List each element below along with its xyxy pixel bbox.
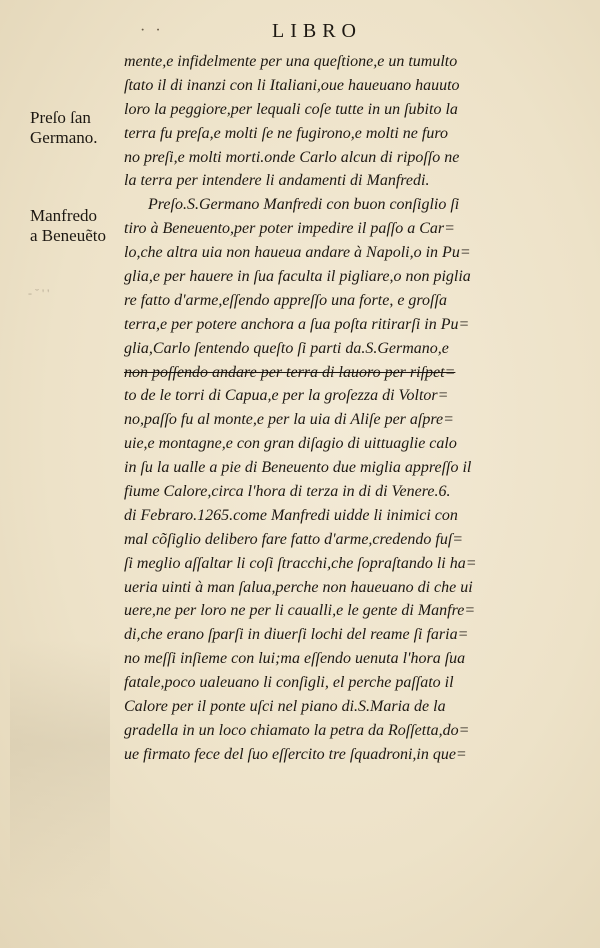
text-line: loro la peggiore,per lequali coſe tutte in un ſubito la <box>124 100 458 118</box>
text-line: uie,e montagne,e con gran diſagio di uittuaglie calo <box>124 435 457 453</box>
show-through-mark: - ˘ ' ' <box>28 286 50 300</box>
text-line: to de le torri di Capua,e per la groſezza di Voltor= <box>124 387 449 405</box>
text-line: in ſu la ualle a pie di Beneuento due miglia appreſſo il <box>124 459 472 477</box>
marginal-note-line: Germano. <box>30 128 98 147</box>
text-line: di,che erano ſparſi in diuerſi lochi del reame ſi faria= <box>124 626 469 644</box>
text-line: terra,e per potere anchora a ſua poſta ritirarſi in Pu= <box>124 315 470 333</box>
text-line: fiume Calore,circa l'hora di terza in di di Venere.6. <box>124 483 451 501</box>
text-line: tiro à Beneuento,per poter impedire il paſſo a Car= <box>124 220 455 238</box>
marginal-note-line: a Beneuẽto <box>30 226 106 245</box>
page-header <box>0 16 600 46</box>
text-line: mal cõſiglio delibero fare fatto d'arme,credendo fuſ= <box>124 530 464 548</box>
show-through-shadow <box>10 640 110 900</box>
text-line: ſi meglio aſſaltar li coſi ſtracchi,che ſopraſtando li ha= <box>124 554 477 572</box>
text-line: re fatto d'arme,eſſendo appreſſo una forte, e groſſa <box>124 291 447 309</box>
text-line: Calore per il ponte uſci nel piano di.S.Maria de la <box>124 698 446 716</box>
folio-mark: · · <box>140 22 164 39</box>
text-line: di Febraro.1265.come Manfredi uidde li inimici con <box>124 506 458 524</box>
text-line: no meſſi inſieme con lui;ma eſſendo uenuta l'hora ſua <box>124 650 466 668</box>
text-line: Preſo.S.Germano Manfredi con buon conſiglio ſi <box>148 196 460 214</box>
text-line: mente,e infidelmente per una queſtione,e un tumulto <box>124 53 458 70</box>
marginal-note-line: Preſo ſan <box>30 108 91 127</box>
text-line: glia,e per hauere in ſua faculta il pigliare,o non piglia <box>124 268 471 286</box>
text-line: glia,Carlo ſentendo queſto ſi parti da.S.Germano,e <box>124 339 449 357</box>
text-line: terra fu preſa,e molti ſe ne fugirono,e molti ne furo <box>124 124 448 142</box>
text-line: ſtato il di inanzi con li Italiani,oue haueuano hauuto <box>124 76 460 94</box>
text-line: no,paſſo fu al monte,e per la uia di Aliſe per aſpre= <box>124 411 454 429</box>
marginal-note-2 <box>30 206 120 246</box>
marginal-note-line: Manfredo <box>30 206 98 225</box>
body-text <box>124 50 574 767</box>
running-head: LIBRO <box>272 20 362 42</box>
text-line: no preſi,e molti morti.onde Carlo alcun di ripoſſo ne <box>124 148 460 166</box>
text-line: non poſſendo andare per terra di lauoro per riſpet= <box>124 363 456 381</box>
marginal-note-1 <box>30 108 120 148</box>
text-line: uere,ne per loro ne per li caualli,e le gente di Manfre= <box>124 602 476 620</box>
text-line: gradella in un loco chiamato la petra da Roſſetta,do= <box>124 721 470 739</box>
text-line: la terra per intendere li andamenti di Manfredi. <box>124 172 430 190</box>
text-line: lo,che altra uia non haueua andare à Napoli,o in Pu= <box>124 244 471 262</box>
text-line: ueria uinti à man ſalua,perche non haueuano di che ui <box>124 578 473 596</box>
text-line: fatale,poco ualeuano li conſigli, el perche paſſato il <box>124 674 454 692</box>
text-line: ue firmato fece del ſuo eſſercito tre ſquadroni,in que= <box>124 745 467 763</box>
